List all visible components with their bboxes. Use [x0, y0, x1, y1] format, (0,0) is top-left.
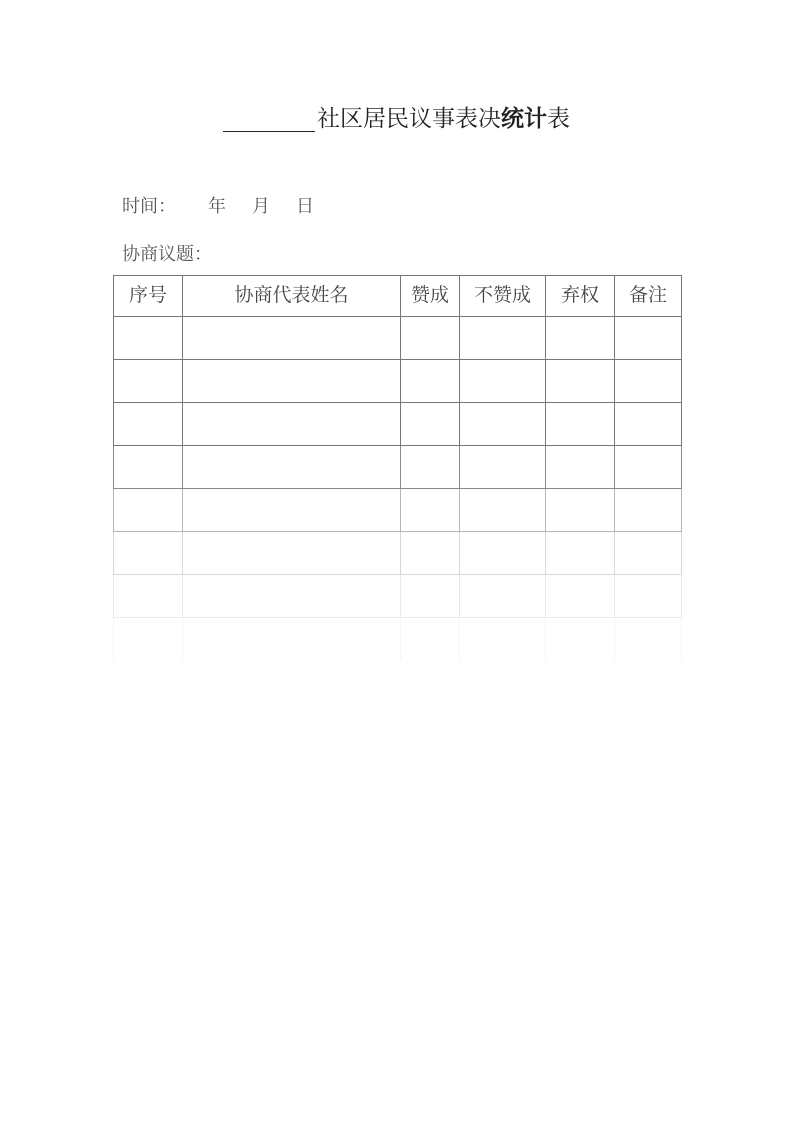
topic-line — [122, 240, 212, 266]
cell-abstain[interactable] — [546, 618, 615, 661]
cell-approve[interactable] — [401, 618, 460, 661]
cell-abstain[interactable] — [546, 575, 615, 618]
cell-approve[interactable] — [401, 446, 460, 489]
vote-table-container — [113, 275, 681, 661]
day-label: 日 — [296, 196, 314, 217]
cell-name[interactable] — [183, 317, 401, 360]
cell-name[interactable] — [183, 489, 401, 532]
cell-abstain[interactable] — [546, 360, 615, 403]
cell-disapprove[interactable] — [460, 446, 546, 489]
cell-disapprove[interactable] — [460, 575, 546, 618]
table-row — [114, 618, 682, 661]
cell-name[interactable] — [183, 360, 401, 403]
cell-disapprove[interactable] — [460, 403, 546, 446]
title-bold-text: 统计 — [501, 106, 547, 132]
cell-disapprove[interactable] — [460, 532, 546, 575]
header-remarks: 备注 — [615, 276, 682, 317]
cell-disapprove[interactable] — [460, 618, 546, 661]
cell-serial[interactable] — [114, 360, 183, 403]
cell-serial[interactable] — [114, 317, 183, 360]
table-row — [114, 489, 682, 532]
cell-remarks[interactable] — [615, 618, 682, 661]
cell-abstain[interactable] — [546, 532, 615, 575]
cell-approve[interactable] — [401, 489, 460, 532]
cell-remarks[interactable] — [615, 489, 682, 532]
table-row — [114, 532, 682, 575]
cell-name[interactable] — [183, 575, 401, 618]
cell-name[interactable] — [183, 446, 401, 489]
cell-serial[interactable] — [114, 489, 183, 532]
table-row — [114, 446, 682, 489]
cell-disapprove[interactable] — [460, 317, 546, 360]
cell-serial[interactable] — [114, 575, 183, 618]
cell-approve[interactable] — [401, 403, 460, 446]
topic-label: 协商议题： — [122, 244, 212, 265]
cell-remarks[interactable] — [615, 360, 682, 403]
month-label: 月 — [252, 196, 270, 217]
table-header-row — [114, 276, 682, 317]
cell-remarks[interactable] — [615, 317, 682, 360]
cell-remarks[interactable] — [615, 575, 682, 618]
cell-abstain[interactable] — [546, 446, 615, 489]
table-row — [114, 403, 682, 446]
header-approve: 赞成 — [401, 276, 460, 317]
cell-approve[interactable] — [401, 360, 460, 403]
cell-disapprove[interactable] — [460, 360, 546, 403]
cell-name[interactable] — [183, 618, 401, 661]
community-name-blank[interactable] — [223, 107, 315, 132]
cell-remarks[interactable] — [615, 532, 682, 575]
cell-approve[interactable] — [401, 532, 460, 575]
title-main-text: 社区居民议事表决 — [317, 106, 501, 132]
cell-serial[interactable] — [114, 446, 183, 489]
header-serial-number: 序号 — [114, 276, 183, 317]
cell-name[interactable] — [183, 532, 401, 575]
cell-abstain[interactable] — [546, 403, 615, 446]
cell-serial[interactable] — [114, 532, 183, 575]
cell-approve[interactable] — [401, 575, 460, 618]
cell-approve[interactable] — [401, 317, 460, 360]
header-disapprove: 不赞成 — [460, 276, 546, 317]
table-row — [114, 575, 682, 618]
cell-abstain[interactable] — [546, 489, 615, 532]
time-label: 时间： — [122, 196, 176, 217]
header-abstain: 弃权 — [546, 276, 615, 317]
time-line — [122, 192, 314, 218]
cell-remarks[interactable] — [615, 446, 682, 489]
document-title — [0, 100, 793, 133]
cell-abstain[interactable] — [546, 317, 615, 360]
cell-remarks[interactable] — [615, 403, 682, 446]
cell-disapprove[interactable] — [460, 489, 546, 532]
table-row — [114, 360, 682, 403]
cell-serial[interactable] — [114, 618, 183, 661]
title-end-text: 表 — [547, 106, 570, 132]
year-label: 年 — [208, 196, 226, 217]
cell-serial[interactable] — [114, 403, 183, 446]
cell-name[interactable] — [183, 403, 401, 446]
vote-statistics-table — [113, 275, 682, 661]
table-row — [114, 317, 682, 360]
header-representative-name: 协商代表姓名 — [183, 276, 401, 317]
